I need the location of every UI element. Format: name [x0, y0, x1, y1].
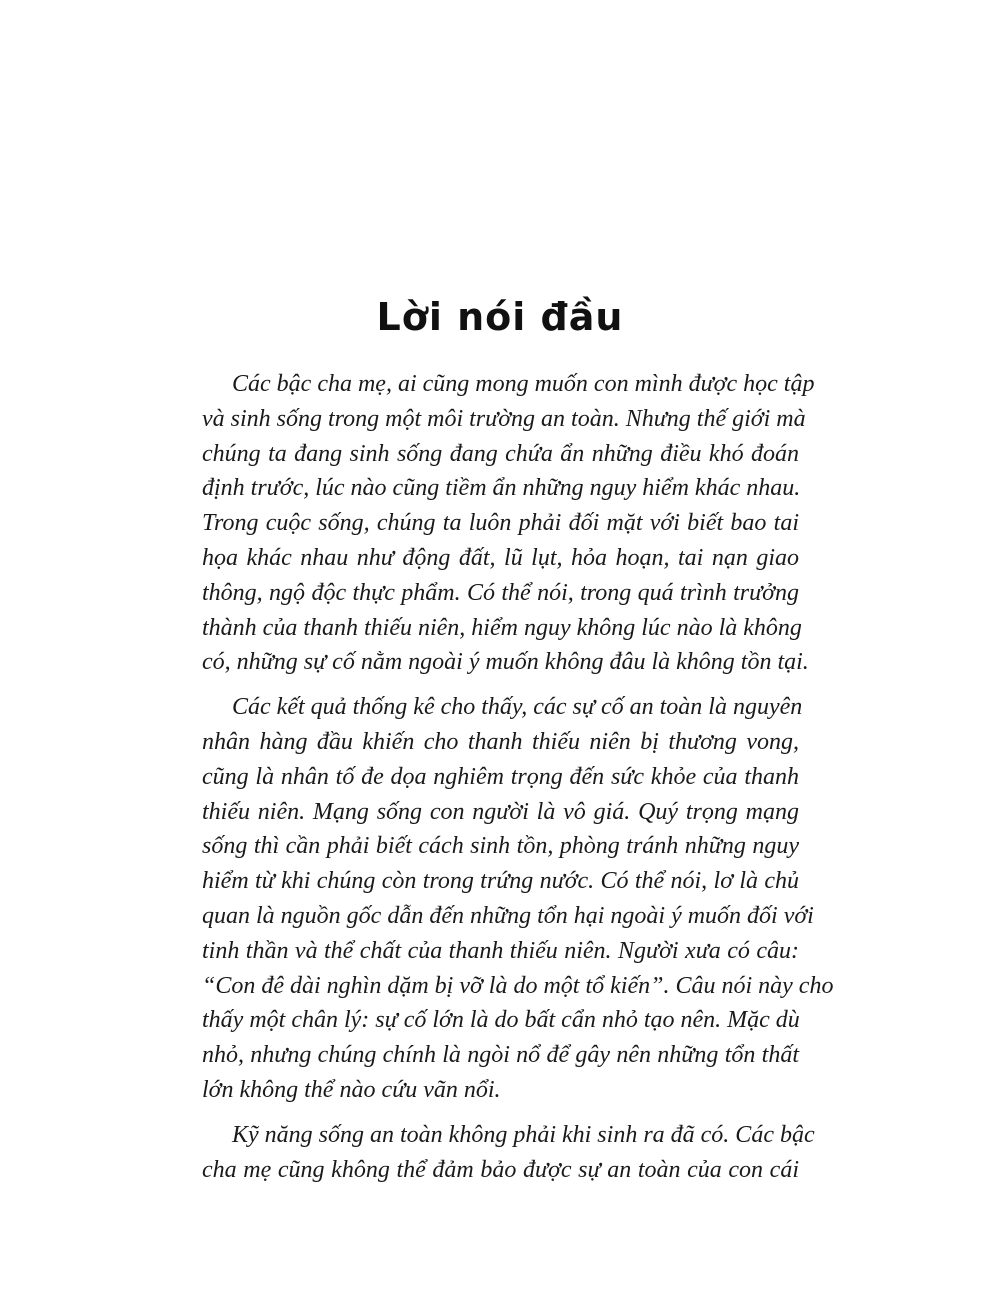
text-line: Các bậc cha mẹ, ai cũng mong muốn con mình được học tập — [232, 371, 815, 397]
text-line: lớn không thể nào cứu vãn nổi. — [202, 1076, 501, 1103]
text-line: cũng là nhân tố đe dọa nghiêm trọng đến sức khỏe của thanh — [202, 763, 799, 790]
text-line: định trước, lúc nào cũng tiềm ẩn những nguy hiểm khác nhau. — [202, 475, 801, 502]
paragraph — [202, 1118, 815, 1188]
text-line: thấy một chân lý: sự cố lớn là do bất cẩn nhỏ tạo nên. Mặc dù — [202, 1007, 800, 1034]
text-line: có, những sự cố nằm ngoài ý muốn không đâu là không tồn tại. — [202, 649, 809, 676]
text-line: chúng ta đang sinh sống đang chứa ẩn những điều khó đoán — [202, 440, 799, 467]
text-line: cha mẹ cũng không thể đảm bảo được sự an toàn của con cái — [202, 1156, 799, 1183]
text-line: Kỹ năng sống an toàn không phải khi sinh ra đã có. Các bậc — [232, 1121, 815, 1148]
text-line: và sinh sống trong một môi trường an toàn. Nhưng thế giới mà — [202, 405, 806, 432]
text-line: thiếu niên. Mạng sống con người là vô giá. Quý trọng mạng — [202, 798, 799, 825]
text-line: quan là nguồn gốc dẫn đến những tổn hại ngoài ý muốn đối với — [202, 902, 814, 929]
text-line: “Con đê dài nghìn dặm bị vỡ là do một tổ kiến”. Câu nói này cho — [202, 972, 834, 999]
text-line: sống thì cần phải biết cách sinh tồn, phòng tránh những nguy — [202, 833, 799, 860]
paragraph — [202, 367, 815, 680]
text-line: thông, ngộ độc thực phẩm. Có thể nói, trong quá trình trưởng — [202, 579, 799, 606]
text-line: Các kết quả thống kê cho thấy, các sự cố an toàn là nguyên — [232, 694, 803, 721]
text-line: họa khác nhau như động đất, lũ lụt, hỏa hoạn, tai nạn giao — [202, 544, 799, 571]
text-line: thành của thanh thiếu niên, hiểm nguy không lúc nào là không — [202, 614, 802, 641]
text-line: Trong cuộc sống, chúng ta luôn phải đối mặt với biết bao tai — [202, 510, 799, 537]
text-line: tinh thần và thể chất của thanh thiếu niên. Người xưa có câu: — [202, 937, 799, 964]
text-line: hiểm từ khi chúng còn trong trứng nước. Có thể nói, lơ là chủ — [202, 868, 799, 895]
text-line: nhân hàng đầu khiến cho thanh thiếu niên bị thương vong, — [202, 728, 799, 755]
paragraph — [202, 690, 834, 1108]
body-text — [202, 367, 834, 1197]
page-title: Lời nói đầu — [376, 295, 624, 340]
text-line: nhỏ, nhưng chúng chính là ngòi nổ để gây nên những tổn thất — [202, 1042, 799, 1069]
